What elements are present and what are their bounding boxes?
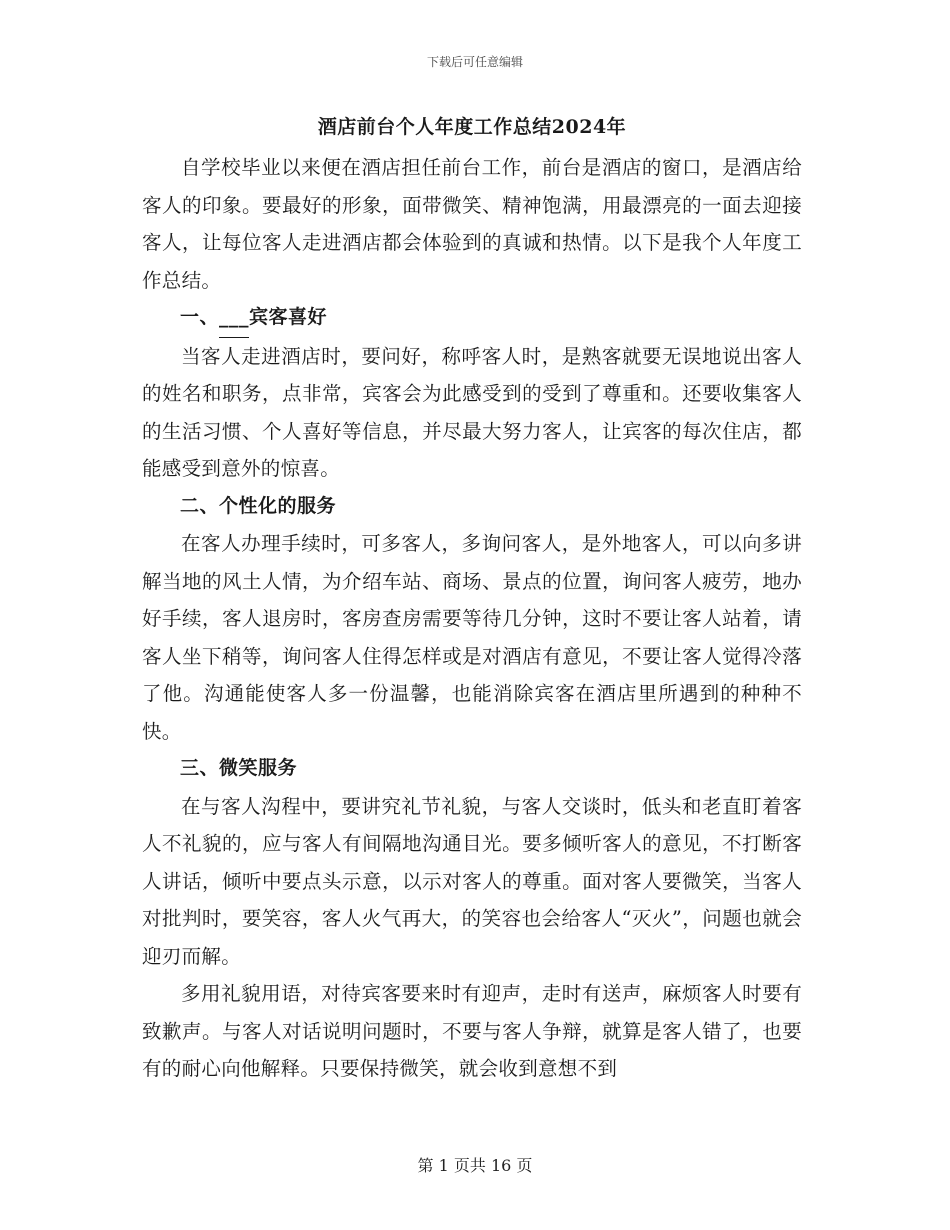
page-header: 下载后可任意编辑 bbox=[426, 55, 523, 69]
section-1-heading bbox=[142, 299, 802, 338]
section-2-heading: 二、个性化的服务 bbox=[180, 494, 337, 517]
document-body bbox=[142, 113, 802, 1088]
section-3-paragraph-1: 在与客人沟程中，要讲究礼节礼貌，与客人交谈时，低头和老直盯着客人不礼貌的，应与客人有间隔地沟通目光。要多倾听客人的意见，不打断客人讲话，倾听中要点头示意，以示对客人的尊重。面对客人要微笑，当客人对批判时，要笑容，客人火气再大，的笑容也会给客人“灭火”，问题也就会迎刃而解。 bbox=[142, 794, 802, 968]
section-1-blank: ___ bbox=[219, 299, 249, 338]
section-1-title: 宾客喜好 bbox=[249, 306, 328, 328]
intro-paragraph: 自学校毕业以来便在酒店担任前台工作，前台是酒店的窗口，是酒店给客人的印象。要最好的形象，面带微笑、精神饱满，用最漂亮的一面去迎接客人，让每位客人走进酒店都会体验到的真诚和热情。以下是我个人年度工作总结。 bbox=[142, 156, 802, 292]
page-footer: 第 1 页共 16 页 bbox=[417, 1156, 533, 1175]
section-3-heading: 三、微笑服务 bbox=[180, 757, 298, 779]
section-2-paragraph: 在客人办理手续时，可多客人，多询问客人，是外地客人，可以向多讲解当地的风土人情，为介绍车站、商场、景点的位置，询问客人疲劳，地办好手续，客人退房时，客房查房需要等待几分钟，这时不要让客人站着，请客人坐下稍等，询问客人住得怎样或是对酒店有意见，不要让客人觉得冷落了他。沟通能使客人多一份温馨，也能消除宾客在酒店里所遇到的种种不快。 bbox=[142, 532, 802, 743]
document-title: 酒店前台个人年度工作总结2024年 bbox=[317, 116, 627, 138]
section-3-paragraph-2: 多用礼貌用语，对待宾客要来时有迎声，走时有送声，麻烦客人时要有致歉声。与客人对话说明问题时，不要与客人争辩，就算是客人错了，也要有的耐心向他解释。只要保持微笑，就会收到意想不到 bbox=[142, 982, 802, 1080]
section-1-prefix: 一、 bbox=[180, 306, 220, 328]
section-1-paragraph: 当客人走进酒店时，要问好，称呼客人时，是熟客就要无误地说出客人的姓名和职务，点非常，宾客会为此感受到的受到了尊重和。还要收集客人的生活习惯、个人喜好等信息，并尽最大努力客人，让宾客的每次住店，都能感受到意外的惊喜。 bbox=[142, 344, 802, 480]
